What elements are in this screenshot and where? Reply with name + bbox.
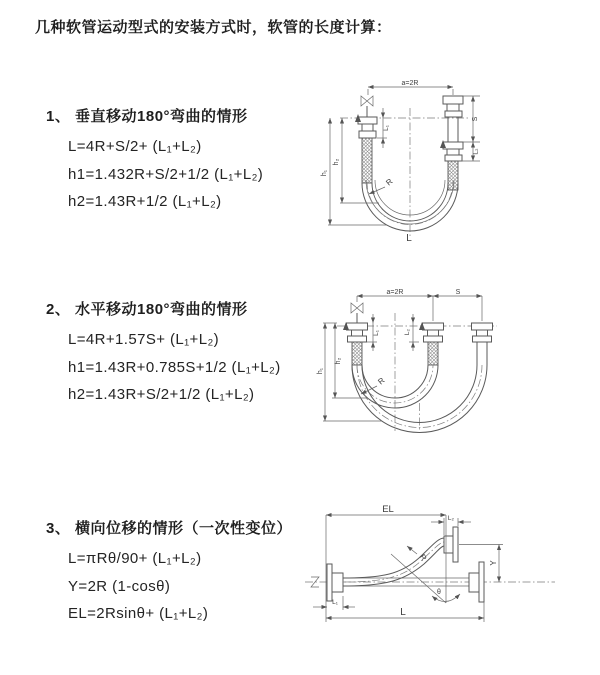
formula-line: h1=1.432R+S/2+1/2 (L₁+L₂)	[68, 165, 264, 183]
dim-label-h2: h₂	[333, 158, 340, 166]
dim-label-l1: L₁	[373, 330, 380, 336]
page-title: 几种软管运动型式的安装方式时，软管的长度计算：	[35, 19, 392, 36]
section-lateral-displacement	[46, 518, 346, 628]
dim-label-s: S	[455, 289, 461, 296]
dimension-l2	[404, 314, 419, 351]
section-heading: 2、 水平移动180°弯曲的情形	[46, 301, 248, 318]
flange-fitting-middle	[423, 323, 444, 365]
dim-label-h1: h₁	[321, 169, 328, 177]
dimension-el	[326, 504, 446, 622]
formula-line: h2=1.43R+1/2 (L₁+L₂)	[68, 193, 222, 210]
hose-braid	[352, 342, 362, 365]
flange-fitting-right-upper	[443, 96, 463, 142]
dim-label-l2: L₂	[447, 515, 455, 522]
dim-label-l2: L₂	[472, 148, 480, 155]
dim-label-s: S	[472, 116, 479, 122]
formula-line: L=4R+S/2+ (L₁+L₂)	[68, 138, 202, 155]
dim-label-l1: L₁	[383, 125, 390, 131]
section-heading: 1、 垂直移动180°弯曲的情形	[46, 108, 248, 125]
hose-braid	[428, 342, 438, 365]
hose-displaced-position	[343, 538, 444, 586]
formula-line: h1=1.43R+0.785S+1/2 (L₁+L₂)	[68, 358, 281, 376]
dim-label-l2: L₂	[404, 328, 411, 336]
diagram-horizontal-bend	[315, 283, 545, 435]
valve-icon	[351, 303, 363, 323]
dim-label-a2r: a=2R	[386, 289, 404, 296]
radius-leader	[407, 546, 429, 563]
dimension-l2	[431, 515, 471, 535]
dim-label-l1: L₁	[332, 599, 338, 606]
dimension-a2r	[368, 80, 453, 95]
diagram-lateral-displacement	[303, 500, 563, 640]
dimension-l1	[313, 596, 355, 610]
dimension-l2	[473, 142, 480, 161]
dimension-l1	[377, 108, 390, 148]
diagram-vertical-bend	[315, 78, 530, 243]
flange-fitting-right	[472, 323, 493, 365]
section-vertical-movement	[46, 106, 346, 216]
dimension-s	[433, 289, 482, 296]
formula-line: h2=1.43R+S/2+1/2 (L₁+L₂)	[68, 386, 255, 403]
formula-line: L=πRθ/90+ (L₁+L₂)	[68, 550, 202, 567]
flange-fitting-left	[347, 323, 368, 365]
dim-label-el: EL	[382, 504, 394, 515]
label-l: L	[406, 233, 412, 244]
flange-fitting-left	[327, 564, 343, 601]
dim-label-l: L	[400, 607, 406, 618]
flange-fitting-left	[358, 117, 377, 183]
flange-fitting-right-ghost	[469, 562, 484, 602]
section-heading: 3、 横向位移的情形（一次性变位）	[46, 520, 293, 537]
dim-label-h2: h₂	[335, 357, 342, 365]
section-horizontal-movement	[46, 299, 346, 409]
dimension-l	[326, 602, 484, 622]
label-r: R	[417, 552, 429, 563]
formula-line: Y=2R (1-cosθ)	[68, 577, 171, 595]
label-r: R	[384, 176, 395, 188]
formula-line: L=4R+1.57S+ (L₁+L₂)	[68, 331, 220, 348]
label-theta: θ	[437, 589, 441, 596]
formula-line: EL=2Rsinθ+ (L₁+L₂)	[68, 605, 209, 622]
hose-arcs	[352, 365, 487, 433]
label-r: R	[376, 375, 387, 387]
dim-label-h1: h₁	[317, 367, 324, 375]
dimension-a2r	[357, 289, 482, 321]
dimension-l1	[367, 314, 380, 351]
valve-icon	[361, 96, 373, 117]
hose-braid	[362, 138, 372, 183]
dim-label-a2r: a=2R	[401, 80, 419, 87]
dim-label-y: Y	[489, 560, 498, 566]
